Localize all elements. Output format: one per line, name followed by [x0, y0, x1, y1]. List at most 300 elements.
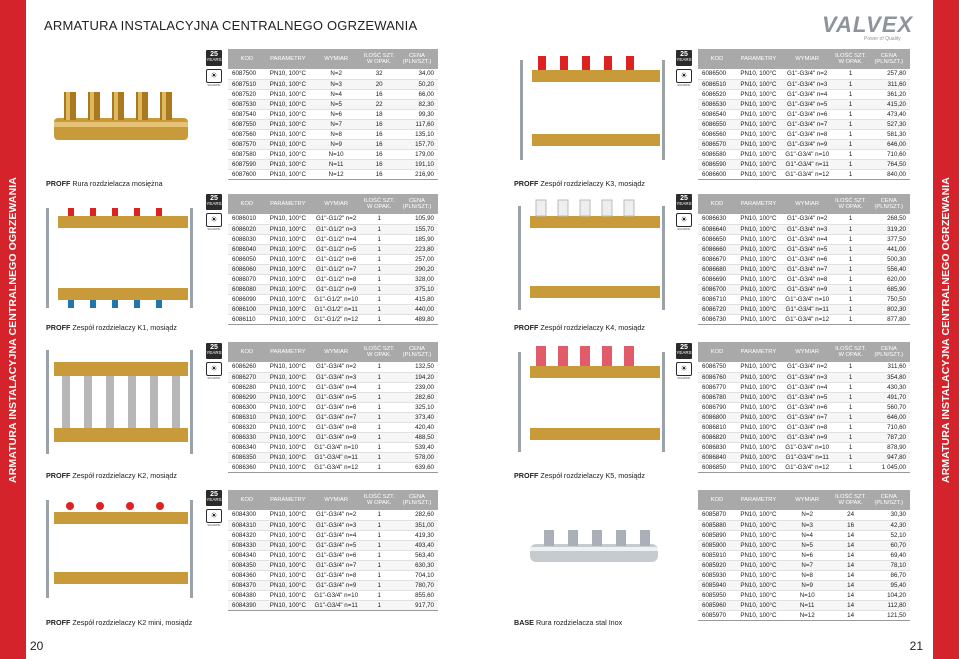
cell-wymiar: G1"-G3/4" n=4: [781, 234, 834, 244]
cell-wymiar: N=10: [310, 149, 363, 159]
cell-ilosc: 16: [362, 129, 396, 139]
cell-wymiar: G1"-G3/4" n=5: [310, 540, 363, 550]
cell-cena: 223,80: [396, 244, 438, 254]
price-table: [698, 49, 910, 180]
brand-logo: VALVEX: [822, 12, 914, 37]
cell-wymiar: G1"-G3/4" n=4: [781, 89, 834, 99]
column-header-cena: CENA (PLN/SZT.): [396, 342, 438, 362]
column-header-cena: CENA (PLN/SZT.): [868, 194, 910, 214]
cell-param: PN10, 100°C: [266, 392, 310, 402]
table-row: [228, 89, 438, 99]
cell-ilosc: 1: [834, 412, 868, 422]
cell-kod: 6085900: [698, 540, 736, 550]
cell-ilosc: 1: [834, 234, 868, 244]
cell-wymiar: G1"-G1/2" n=8: [310, 274, 363, 284]
table-row: [698, 119, 910, 129]
cell-cena: 878,90: [868, 442, 910, 452]
price-table: [698, 490, 910, 621]
cell-cena: 440,00: [396, 304, 438, 314]
cell-wymiar: G1"-G1/2" n=10: [310, 294, 363, 304]
cell-param: PN10, 100°C: [266, 264, 310, 274]
table-row: [698, 314, 910, 324]
table-row: [698, 402, 910, 412]
cell-param: PN10, 100°C: [736, 214, 781, 224]
manifold-set-icon: [46, 350, 193, 454]
cell-ilosc: 1: [362, 580, 396, 590]
table-row: [228, 99, 438, 109]
cell-cena: 764,50: [868, 159, 910, 169]
cell-param: PN10, 100°C: [736, 580, 781, 590]
cell-kod: 6086820: [698, 432, 736, 442]
cell-param: PN10, 100°C: [266, 432, 310, 442]
table-row: [698, 520, 910, 530]
product-caption: PROFF Zespół rozdzielaczy K3, mosiądz: [514, 179, 646, 188]
cell-kod: 6087550: [228, 119, 266, 129]
cell-kod: 6086720: [698, 304, 736, 314]
cell-wymiar: N=7: [781, 560, 834, 570]
cell-cena: 311,60: [868, 79, 910, 89]
table-row: [698, 244, 910, 254]
cell-kod: 6084320: [228, 530, 266, 540]
cell-kod: 6086730: [698, 314, 736, 324]
cell-wymiar: G1"-G3/4" n=11: [781, 159, 834, 169]
sun-icon: ☀: [206, 362, 222, 376]
warranty-badge: 25 YEARS ☀ SOLAR/OIL: [206, 195, 222, 231]
column-header-cena: CENA (PLN/SZT.): [868, 49, 910, 69]
cell-wymiar: G1"-G3/4" n=6: [781, 254, 834, 264]
cell-param: PN10, 100°C: [266, 304, 310, 314]
column-header-kod: KOD: [228, 342, 266, 362]
cell-kod: 6086660: [698, 244, 736, 254]
cell-cena: 639,60: [396, 462, 438, 472]
cell-cena: 82,30: [396, 99, 438, 109]
cell-param: PN10, 100°C: [266, 274, 310, 284]
cell-wymiar: G1"-G1/2" n=12: [310, 314, 363, 324]
cell-cena: 105,90: [396, 214, 438, 224]
cell-param: PN10, 100°C: [266, 412, 310, 422]
cell-kod: 6084340: [228, 550, 266, 560]
cell-ilosc: 32: [362, 69, 396, 79]
table-row: [698, 254, 910, 264]
cell-param: PN10, 100°C: [266, 372, 310, 382]
column-header-kod: KOD: [228, 49, 266, 69]
cell-ilosc: 1: [362, 462, 396, 472]
cell-ilosc: 1: [362, 402, 396, 412]
table-row: [228, 422, 438, 432]
table-row: [228, 159, 438, 169]
table-row: [228, 244, 438, 254]
cell-param: PN10, 100°C: [736, 560, 781, 570]
warranty-badge: 25 YEARS ☀ SOLAR/OIL: [206, 51, 222, 87]
table-row: [228, 600, 438, 610]
cell-ilosc: 1: [834, 169, 868, 179]
table-row: [698, 224, 910, 234]
cell-ilosc: 1: [362, 550, 396, 560]
cell-kod: 6086330: [228, 432, 266, 442]
cell-wymiar: G1"-G3/4" n=8: [781, 274, 834, 284]
table-row: [698, 412, 910, 422]
cell-ilosc: 14: [834, 570, 868, 580]
cell-ilosc: 16: [362, 149, 396, 159]
cell-cena: 257,00: [396, 254, 438, 264]
cell-cena: 99,30: [396, 109, 438, 119]
cell-ilosc: 1: [834, 432, 868, 442]
cell-cena: 646,00: [868, 139, 910, 149]
product-caption: PROFF Zespół rozdzielaczy K2, mosiądz: [46, 471, 178, 480]
cell-cena: 104,20: [868, 590, 910, 600]
page-title: ARMATURA INSTALACYJNA CENTRALNEGO OGRZEWANIA: [44, 18, 418, 33]
cell-param: PN10, 100°C: [266, 362, 310, 372]
cell-kod: 6086600: [698, 169, 736, 179]
cell-param: PN10, 100°C: [736, 570, 781, 580]
cell-cena: 685,90: [868, 284, 910, 294]
manifold-set-icon: [518, 346, 665, 452]
cell-kod: 6086010: [228, 214, 266, 224]
table-row: [698, 89, 910, 99]
cell-param: PN10, 100°C: [266, 550, 310, 560]
column-header-wymiar: WYMIAR: [781, 342, 834, 362]
cell-cena: 947,80: [868, 452, 910, 462]
cell-cena: 630,30: [396, 560, 438, 570]
cell-param: PN10, 100°C: [266, 119, 310, 129]
cell-cena: 95,40: [868, 580, 910, 590]
cell-kod: 6087500: [228, 69, 266, 79]
cell-param: PN10, 100°C: [736, 109, 781, 119]
cell-wymiar: G1"-G3/4" n=6: [310, 550, 363, 560]
column-header-kod: KOD: [698, 49, 736, 69]
cell-cena: 375,10: [396, 284, 438, 294]
cell-ilosc: 1: [362, 600, 396, 610]
cell-ilosc: 24: [834, 510, 868, 520]
product-caption: PROFF Zespół rozdzielaczy K5, mosiądz: [514, 471, 646, 480]
cell-wymiar: G1"-G3/4" n=12: [781, 169, 834, 179]
cell-kod: 6086520: [698, 89, 736, 99]
column-header-param: PARAMETRY: [736, 490, 781, 510]
table-row: [698, 294, 910, 304]
cell-kod: 6086020: [228, 224, 266, 234]
cell-cena: 132,50: [396, 362, 438, 372]
cell-ilosc: 1: [834, 382, 868, 392]
cell-ilosc: 1: [362, 294, 396, 304]
cell-cena: 491,70: [868, 392, 910, 402]
cell-wymiar: N=5: [310, 99, 363, 109]
product-image: [40, 196, 198, 320]
cell-kod: 6086550: [698, 119, 736, 129]
table-row: [228, 580, 438, 590]
cell-ilosc: 1: [362, 590, 396, 600]
product-caption: BASE Rura rozdzielacza stal Inox: [514, 618, 623, 627]
cell-param: PN10, 100°C: [266, 159, 310, 169]
cell-ilosc: 1: [834, 452, 868, 462]
table-row: [228, 119, 438, 129]
cell-param: PN10, 100°C: [736, 89, 781, 99]
cell-cena: 194,20: [396, 372, 438, 382]
cell-kod: 6085950: [698, 590, 736, 600]
cell-param: PN10, 100°C: [736, 590, 781, 600]
cell-param: PN10, 100°C: [266, 234, 310, 244]
table-row: [228, 590, 438, 600]
cell-cena: 179,00: [396, 149, 438, 159]
cell-ilosc: 1: [362, 372, 396, 382]
side-section-band-left: [0, 0, 26, 659]
cell-ilosc: 1: [834, 224, 868, 234]
cell-cena: 135,10: [396, 129, 438, 139]
column-header-ilosc: ILOŚĆ SZT. W OPAK.: [362, 194, 396, 214]
cell-param: PN10, 100°C: [266, 442, 310, 452]
cell-ilosc: 1: [834, 372, 868, 382]
cell-wymiar: N=5: [781, 540, 834, 550]
cell-cena: 34,00: [396, 69, 438, 79]
cell-wymiar: G1"-G3/4" n=8: [781, 129, 834, 139]
cell-cena: 117,60: [396, 119, 438, 129]
cell-wymiar: N=4: [781, 530, 834, 540]
cell-cena: 268,50: [868, 214, 910, 224]
cell-wymiar: G1"-G3/4" n=2: [781, 362, 834, 372]
cell-param: PN10, 100°C: [266, 530, 310, 540]
cell-param: PN10, 100°C: [266, 590, 310, 600]
sun-icon: ☀: [206, 509, 222, 523]
cell-wymiar: N=3: [310, 79, 363, 89]
cell-wymiar: G1"-G3/4" n=9: [781, 284, 834, 294]
table-row: [698, 510, 910, 520]
cell-wymiar: G1"-G3/4" n=10: [310, 442, 363, 452]
cell-ilosc: 1: [834, 129, 868, 139]
cell-cena: 917,70: [396, 600, 438, 610]
table-row: [228, 520, 438, 530]
cell-ilosc: 1: [834, 244, 868, 254]
cell-cena: 121,50: [868, 610, 910, 620]
cell-ilosc: 1: [362, 540, 396, 550]
cell-param: PN10, 100°C: [266, 254, 310, 264]
cell-kod: 6085920: [698, 560, 736, 570]
cell-wymiar: G1"-G3/4" n=6: [781, 109, 834, 119]
table-row: [698, 169, 910, 179]
cell-wymiar: N=12: [781, 610, 834, 620]
column-header-ilosc: ILOŚĆ SZT. W OPAK.: [362, 490, 396, 510]
cell-param: PN10, 100°C: [736, 119, 781, 129]
cell-wymiar: G1"-G3/4" n=8: [310, 422, 363, 432]
cell-wymiar: G1"-G3/4" n=6: [781, 402, 834, 412]
table-row: [228, 79, 438, 89]
column-header-param: PARAMETRY: [736, 342, 781, 362]
cell-wymiar: G1"-G3/4" n=7: [310, 560, 363, 570]
table-row: [698, 214, 910, 224]
cell-kod: 6085930: [698, 570, 736, 580]
cell-cena: 539,40: [396, 442, 438, 452]
cell-wymiar: G1"-G3/4" n=3: [781, 79, 834, 89]
table-row: [698, 432, 910, 442]
column-header-cena: CENA (PLN/SZT.): [396, 49, 438, 69]
product-image: [512, 340, 670, 464]
cell-param: PN10, 100°C: [736, 234, 781, 244]
table-row: [228, 442, 438, 452]
cell-kod: 6086810: [698, 422, 736, 432]
cell-cena: 157,70: [396, 139, 438, 149]
cell-param: PN10, 100°C: [266, 560, 310, 570]
table-row: [228, 264, 438, 274]
cell-kod: 6084360: [228, 570, 266, 580]
table-row: [698, 422, 910, 432]
table-row: [698, 372, 910, 382]
cell-kod: 6086570: [698, 139, 736, 149]
cell-cena: 420,40: [396, 422, 438, 432]
cell-cena: 620,00: [868, 274, 910, 284]
table-row: [698, 540, 910, 550]
cell-wymiar: G1"-G3/4" n=11: [310, 452, 363, 462]
cell-kod: 6084370: [228, 580, 266, 590]
cell-wymiar: N=11: [781, 600, 834, 610]
cell-kod: 6085880: [698, 520, 736, 530]
cell-param: PN10, 100°C: [266, 129, 310, 139]
cell-wymiar: G1"-G3/4" n=9: [310, 580, 363, 590]
table-row: [698, 139, 910, 149]
cell-kod: 6084300: [228, 510, 266, 520]
cell-kod: 6086680: [698, 264, 736, 274]
table-row: [698, 530, 910, 540]
cell-param: PN10, 100°C: [266, 294, 310, 304]
cell-ilosc: 1: [362, 412, 396, 422]
cell-wymiar: N=6: [310, 109, 363, 119]
table-row: [698, 382, 910, 392]
table-header-row: [698, 49, 910, 69]
cell-wymiar: G1"-G3/4" n=7: [781, 264, 834, 274]
sun-icon: ☀: [676, 362, 692, 376]
cell-param: PN10, 100°C: [266, 139, 310, 149]
cell-cena: 493,40: [396, 540, 438, 550]
cell-wymiar: G1"-G3/4" n=12: [781, 462, 834, 472]
table-row: [228, 412, 438, 422]
table-row: [698, 610, 910, 620]
product-image: [512, 196, 670, 320]
cell-ilosc: 1: [362, 362, 396, 372]
cell-cena: 855,60: [396, 590, 438, 600]
table-row: [228, 314, 438, 324]
cell-cena: 578,00: [396, 452, 438, 462]
cell-wymiar: G1"-G3/4" n=9: [781, 139, 834, 149]
table-row: [698, 159, 910, 169]
cell-ilosc: 1: [834, 274, 868, 284]
cell-ilosc: 16: [362, 139, 396, 149]
cell-cena: 78,10: [868, 560, 910, 570]
cell-ilosc: 1: [362, 234, 396, 244]
cell-cena: 282,60: [396, 510, 438, 520]
side-section-label: ARMATURA INSTALACYJNA CENTRALNEGO OGRZEWANIA: [940, 176, 953, 483]
cell-wymiar: N=3: [781, 520, 834, 530]
sun-icon: ☀: [676, 213, 692, 227]
cell-wymiar: G1"-G3/4" n=11: [781, 452, 834, 462]
cell-ilosc: 1: [834, 402, 868, 412]
side-section-label: ARMATURA INSTALACYJNA CENTRALNEGO OGRZEWANIA: [7, 176, 20, 483]
cell-kod: 6086690: [698, 274, 736, 284]
cell-cena: 319,20: [868, 224, 910, 234]
cell-ilosc: 1: [362, 244, 396, 254]
cell-ilosc: 1: [834, 159, 868, 169]
table-row: [698, 570, 910, 580]
cell-ilosc: 1: [834, 139, 868, 149]
brass-manifold-bar-icon: [54, 92, 188, 140]
cell-param: PN10, 100°C: [736, 69, 781, 79]
column-header-kod: KOD: [228, 490, 266, 510]
column-header-ilosc: ILOŚĆ SZT. W OPAK.: [362, 49, 396, 69]
cell-wymiar: G1"-G3/4" n=3: [310, 372, 363, 382]
cell-wymiar: G1"-G3/4" n=4: [781, 382, 834, 392]
column-header-ilosc: ILOŚĆ SZT. W OPAK.: [834, 342, 868, 362]
cell-kod: 6086540: [698, 109, 736, 119]
cell-param: PN10, 100°C: [266, 520, 310, 530]
cell-wymiar: N=2: [310, 69, 363, 79]
cell-ilosc: 14: [834, 610, 868, 620]
cell-cena: 563,40: [396, 550, 438, 560]
cell-cena: 239,00: [396, 382, 438, 392]
cell-param: PN10, 100°C: [266, 244, 310, 254]
table-row: [698, 149, 910, 159]
cell-param: PN10, 100°C: [736, 149, 781, 159]
cell-ilosc: 16: [834, 520, 868, 530]
cell-param: PN10, 100°C: [736, 600, 781, 610]
cell-param: PN10, 100°C: [266, 422, 310, 432]
column-header-param: PARAMETRY: [736, 49, 781, 69]
cell-wymiar: N=10: [781, 590, 834, 600]
cell-cena: 415,80: [396, 294, 438, 304]
manifold-set-icon: [46, 208, 193, 308]
table-header-row: [698, 194, 910, 214]
cell-ilosc: 1: [834, 69, 868, 79]
table-row: [698, 129, 910, 139]
cell-kod: 6086050: [228, 254, 266, 264]
cell-ilosc: 1: [362, 264, 396, 274]
table-row: [228, 109, 438, 119]
cell-cena: 325,10: [396, 402, 438, 412]
cell-cena: 42,30: [868, 520, 910, 530]
cell-param: PN10, 100°C: [266, 169, 310, 179]
cell-param: PN10, 100°C: [736, 129, 781, 139]
cell-cena: 351,00: [396, 520, 438, 530]
cell-wymiar: G1"-G3/4" n=2: [310, 510, 363, 520]
cell-ilosc: 1: [362, 274, 396, 284]
side-section-band-right: [933, 0, 959, 659]
cell-wymiar: G1"-G3/4" n=10: [781, 442, 834, 452]
cell-kod: 6086850: [698, 462, 736, 472]
cell-param: PN10, 100°C: [266, 382, 310, 392]
cell-kod: 6087600: [228, 169, 266, 179]
cell-wymiar: G1"-G3/4" n=7: [781, 119, 834, 129]
cell-param: PN10, 100°C: [266, 570, 310, 580]
cell-ilosc: 1: [362, 452, 396, 462]
column-header-wymiar: WYMIAR: [781, 49, 834, 69]
cell-cena: 257,80: [868, 69, 910, 79]
cell-cena: 710,60: [868, 422, 910, 432]
cell-cena: 473,40: [868, 109, 910, 119]
column-header-kod: KOD: [698, 490, 736, 510]
cell-kod: 6084310: [228, 520, 266, 530]
column-header-cena: CENA (PLN/SZT.): [396, 194, 438, 214]
cell-param: PN10, 100°C: [266, 99, 310, 109]
cell-kod: 6086360: [228, 462, 266, 472]
column-header-wymiar: WYMIAR: [781, 194, 834, 214]
cell-cena: 373,40: [396, 412, 438, 422]
cell-param: PN10, 100°C: [736, 224, 781, 234]
cell-kod: 6087510: [228, 79, 266, 89]
cell-param: PN10, 100°C: [266, 214, 310, 224]
table-row: [228, 169, 438, 179]
cell-kod: 6086310: [228, 412, 266, 422]
cell-kod: 6086790: [698, 402, 736, 412]
cell-ilosc: 22: [362, 99, 396, 109]
cell-kod: 6086500: [698, 69, 736, 79]
cell-wymiar: G1"-G3/4" n=11: [310, 600, 363, 610]
cell-wymiar: N=6: [781, 550, 834, 560]
cell-kod: 6085890: [698, 530, 736, 540]
